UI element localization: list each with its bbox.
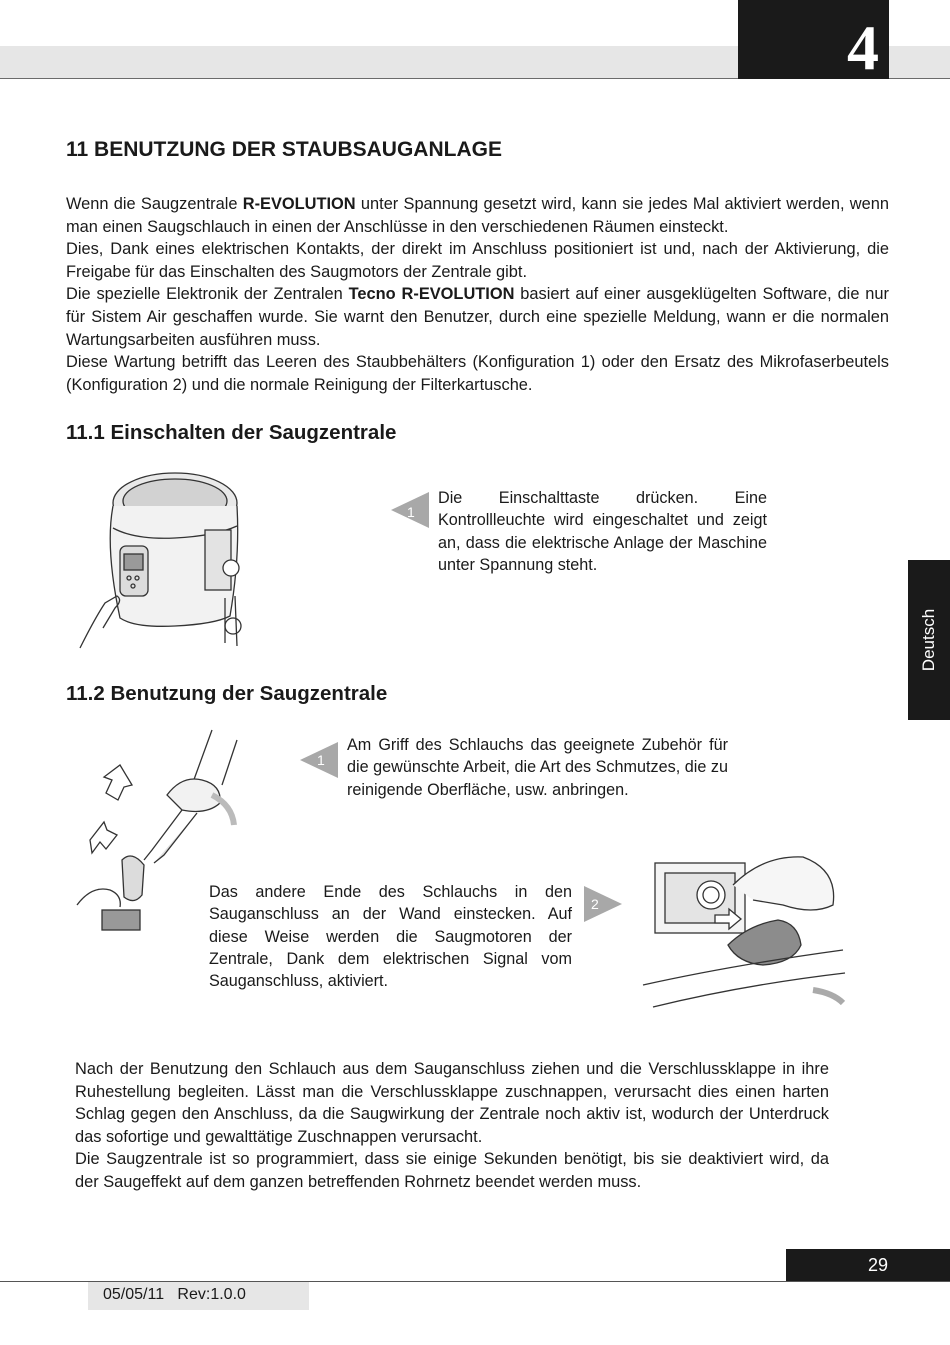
intro-text xyxy=(66,193,889,396)
closing-text xyxy=(75,1058,829,1194)
closing-paragraph-2: Die Saugzentrale ist so programmiert, dass sie einige Sekunden benötigt, bis sie deaktiviert wird, da der Saugeffekt auf dem ganzen betreffenden Rohrnetz beendet werden muss. xyxy=(75,1150,829,1191)
section-title: 11 BENUTZUNG DER STAUBSAUGANLAGE xyxy=(66,138,502,161)
step-triangle-right xyxy=(584,884,624,924)
intro-paragraph-2: Dies, Dank eines elektrischen Kontakts, der direkt im Anschluss positioniert ist und, nach der Aktivierung, die Freigabe für das Einschalten des Saugmotors der Zentrale gibt. xyxy=(66,240,889,281)
step-1b-text: Am Griff des Schlauchs das geeignete Zubehör für die gewünschte Arbeit, die Art des Schmutzes, die zu reinigende Oberfläche, usw. anbringen. xyxy=(347,736,728,799)
page-number: 29 xyxy=(786,1249,950,1281)
vacuum-unit-illustration xyxy=(75,468,250,658)
step-2-text: Das andere Ende des Schlauchs in den Sauganschluss an der Wand einstecken. Auf diese Weise werden die Saugmotoren der Zentrale, Dank dem elektrischen Signal vom Sauganschluss, aktiviert. xyxy=(209,883,572,991)
wall-inlet-illustration xyxy=(633,845,848,1013)
intro-paragraph-1: Wenn die Saugzentrale R-EVOLUTION unter Spannung gesetzt wird, kann sie jedes Mal aktiviert werden, wenn man einen Saugschlauch in einen der Anschlüsse in den verschiedenen Räumen einsteckt. xyxy=(66,195,889,236)
footer-revision: 05/05/11 Rev:1.0.0 xyxy=(88,1282,309,1310)
subsection-title-2: 11.2 Benutzung der Saugzentrale xyxy=(66,682,388,705)
step-number: 1 xyxy=(407,504,415,520)
step-number: 2 xyxy=(591,896,599,912)
intro-paragraph-3: Die spezielle Elektronik der Zentralen Tecno R-EVOLUTION basiert auf einer ausgeklügelten Software, die nur für Sistem Air geschaffen wurde. Sie warnt den Benutzer, durch eine spezielle Meldung, wann er die normalen Wartungsarbeiten ausführen muss. xyxy=(66,285,889,349)
intro-paragraph-4: Diese Wartung betrifft das Leeren des Staubbehälters (Konfiguration 1) oder den Ersatz des Mikrofaserbeutels (Konfiguration 2) und die normale Reinigung der Filterkartusche. xyxy=(66,353,889,394)
step-number: 1 xyxy=(317,752,325,768)
step-1-text: Die Einschalttaste drücken. Eine Kontrollleuchte wird eingeschaltet und zeigt an, dass die elektrische Anlage der Maschine unter Spannung steht. xyxy=(438,489,767,574)
subsection-title-1: 11.1 Einschalten der Saugzentrale xyxy=(66,421,397,444)
chapter-number: 4 xyxy=(738,0,889,79)
language-tab: Deutsch xyxy=(908,560,950,720)
closing-paragraph-1: Nach der Benutzung den Schlauch aus dem Sauganschluss ziehen und die Verschlussklappe in ihre Ruhestellung begleiten. Lässt man die Verschlussklappe zuschnappen, verursacht dies einen harten Schlag gegen den Anschluss, da die Saugwirkung der Zentrale noch aktiv ist, wodurch der Unterdruck das sofortige und gewalttätige Zuschnappen verursacht. xyxy=(75,1060,829,1146)
